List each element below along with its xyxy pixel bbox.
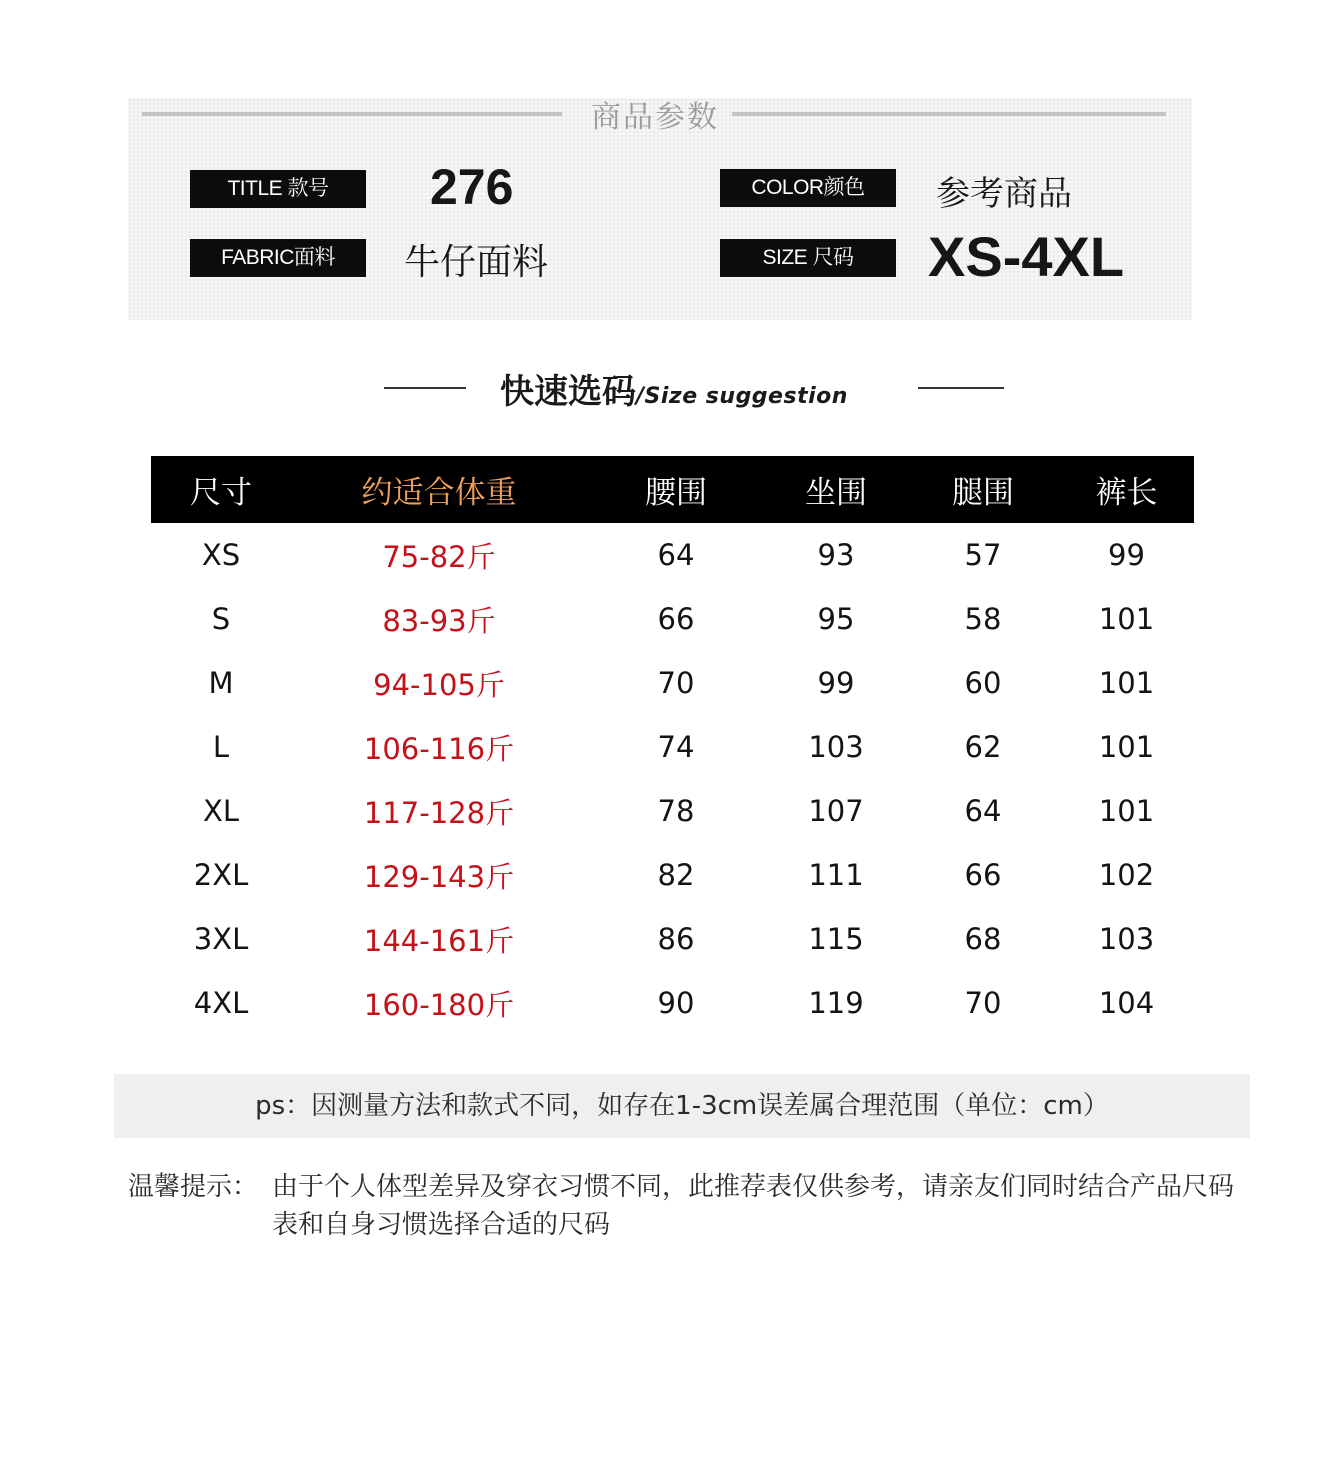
size-value: XS-4XL: [928, 225, 1125, 288]
cell-hip: 93: [817, 538, 855, 572]
title-tag: TITLE 款号: [190, 170, 366, 208]
cell-hip: 95: [817, 602, 855, 636]
cell-waist: 78: [657, 794, 695, 828]
size-tag: SIZE 尺码: [720, 239, 896, 277]
cell-size: XL: [202, 794, 240, 828]
table-row: [151, 843, 1194, 907]
fabric-value: 牛仔面料: [404, 242, 549, 283]
header-waist: 腰围: [587, 456, 765, 523]
cell-hip: 99: [817, 666, 855, 700]
color-value: 参考商品: [936, 174, 1072, 214]
cell-thigh: 57: [964, 538, 1002, 572]
header-length: 裤长: [1059, 456, 1194, 523]
cell-length: 104: [1098, 986, 1155, 1020]
table-row: [151, 779, 1194, 843]
cell-weight: 75-82斤: [382, 539, 496, 574]
cell-size: M: [208, 666, 234, 700]
cell-length: 99: [1108, 538, 1145, 572]
table-row: [151, 523, 1194, 587]
cell-hip: 111: [808, 858, 864, 892]
params-rule-left: [142, 112, 562, 116]
cell-thigh: 58: [964, 602, 1002, 636]
header-size: 尺寸: [151, 456, 291, 523]
cell-thigh: 70: [964, 986, 1002, 1020]
cell-waist: 82: [657, 858, 695, 892]
cell-hip: 107: [808, 794, 864, 828]
params-rule-right: [732, 112, 1166, 116]
table-row: [151, 715, 1194, 779]
cell-waist: 90: [657, 986, 695, 1020]
cell-waist: 64: [657, 538, 695, 572]
cell-thigh: 68: [964, 922, 1002, 956]
cell-weight: 117-128斤: [363, 795, 515, 830]
cell-thigh: 62: [964, 730, 1002, 764]
cell-length: 101: [1098, 730, 1155, 764]
cell-size: 3XL: [193, 922, 249, 956]
cell-weight: 106-116斤: [363, 731, 515, 766]
cell-size: XS: [201, 538, 241, 572]
title-value: 276: [430, 159, 514, 215]
size-suggestion-heading: [500, 364, 900, 413]
cell-weight: 83-93斤: [382, 603, 496, 638]
cell-length: 101: [1098, 794, 1155, 828]
header-weight: 约适合体重: [291, 456, 587, 523]
cell-thigh: 66: [964, 858, 1002, 892]
cell-size: L: [212, 730, 230, 764]
cell-weight: 94-105斤: [373, 667, 505, 702]
heading-rule-left: [384, 387, 466, 389]
cell-waist: 74: [657, 730, 695, 764]
cell-hip: 115: [808, 922, 864, 956]
cell-length: 102: [1098, 858, 1155, 892]
cell-length: 101: [1098, 602, 1155, 636]
header-thigh: 腿围: [907, 456, 1059, 523]
cell-waist: 70: [657, 666, 695, 700]
cell-size: S: [211, 602, 231, 636]
tip-text: 由于个人体型差异及穿衣习惯不同，此推荐表仅供参考，请亲友们同时结合产品尺码表和自身习惯选择合适的尺码: [272, 1172, 1235, 1240]
color-tag: COLOR颜色: [720, 169, 896, 207]
cell-size: 4XL: [193, 986, 249, 1020]
heading-rule-right: [918, 387, 1004, 389]
cell-weight: 160-180斤: [363, 987, 515, 1022]
header-hip: 坐围: [765, 456, 907, 523]
heading-en: /Size suggestion: [636, 384, 848, 409]
table-row: [151, 971, 1194, 1035]
table-row: [151, 587, 1194, 651]
cell-hip: 119: [808, 986, 864, 1020]
cell-size: 2XL: [193, 858, 249, 892]
heading-cn: 快速选码: [500, 372, 636, 412]
table-header-row: [151, 456, 1194, 523]
cell-weight: 129-143斤: [363, 859, 515, 894]
cell-waist: 66: [657, 602, 695, 636]
cell-length: 103: [1098, 922, 1155, 956]
cell-weight: 144-161斤: [363, 923, 515, 958]
cell-thigh: 60: [964, 666, 1002, 700]
size-table: [151, 456, 1194, 1035]
measurement-note: ps：因测量方法和款式不同，如存在1-3cm误差属合理范围（单位：cm）: [114, 1074, 1250, 1138]
params-title: 商品参数: [591, 100, 719, 135]
cell-hip: 103: [808, 730, 864, 764]
table-row: [151, 907, 1194, 971]
fabric-tag: FABRIC面料: [190, 239, 366, 277]
cell-waist: 86: [657, 922, 695, 956]
cell-thigh: 64: [964, 794, 1002, 828]
cell-length: 101: [1098, 666, 1155, 700]
table-row: [151, 651, 1194, 715]
tip-label: 温馨提示：: [128, 1172, 259, 1202]
